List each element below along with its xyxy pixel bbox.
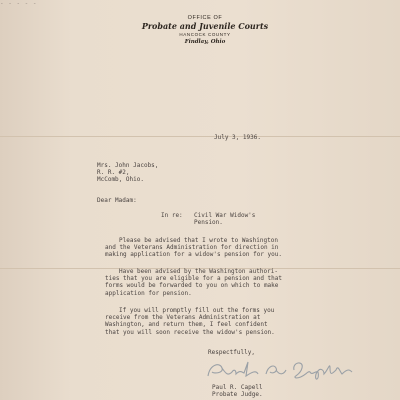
handwritten-signature	[200, 358, 360, 384]
signer-block	[212, 384, 263, 398]
body-paragraph	[105, 237, 282, 259]
subject-line	[194, 212, 255, 226]
paragraph-line: Washington, and return them, I feel confident	[105, 321, 268, 329]
subject-text: Pension.	[194, 219, 223, 227]
address-line: McComb, Ohio.	[97, 176, 144, 184]
paragraph-line: that you will soon receive the widow's pension.	[105, 328, 275, 336]
body-paragraph	[105, 307, 275, 336]
address-line: R. R. #2,	[97, 169, 130, 177]
closing: Respectfully,	[208, 349, 255, 356]
paragraph-line: Have been advised by the Washington authori-	[119, 268, 278, 275]
paragraph-line: If you will promptly fill out the forms you	[119, 307, 275, 314]
paragraph-line: receive from the Veterans Administration at	[105, 314, 261, 322]
letterhead-office: OFFICE OF	[187, 15, 223, 21]
paragraph-line: Please be advised that I wrote to Washington	[119, 237, 278, 244]
letterhead-county: HANCOCK COUNTY	[179, 32, 231, 37]
paragraph-line: application for pension.	[105, 289, 192, 297]
address-line: Mrs. John Jacobs,	[97, 162, 159, 169]
corner-stamp: - - - - -	[0, 0, 38, 7]
letterhead-city: Findlay, Ohio	[184, 39, 226, 45]
salutation: Dear Madam:	[97, 197, 137, 204]
subject-text: Civil War Widow's	[194, 212, 256, 219]
signer-title: Probate Judge.	[212, 391, 263, 399]
paragraph-line: making application for a widow's pension for you.	[105, 251, 283, 259]
paragraph-line: ties that you are eligible for a pension and that	[105, 275, 283, 283]
paragraph-line: and the Veterans Administration for direction in	[105, 244, 279, 252]
body-paragraph	[105, 268, 282, 297]
letterhead	[140, 14, 270, 46]
paper-fold	[0, 136, 400, 137]
signer-name: Paul R. Capell	[212, 384, 263, 391]
subject-label: In re:	[161, 212, 183, 219]
letterhead-court-name: Probate and Juvenile Courts	[141, 21, 269, 31]
letter-date: July 3, 1936.	[214, 134, 261, 141]
paragraph-line: forms would be forwarded to you on which to make	[105, 282, 279, 290]
recipient-address	[97, 162, 158, 184]
